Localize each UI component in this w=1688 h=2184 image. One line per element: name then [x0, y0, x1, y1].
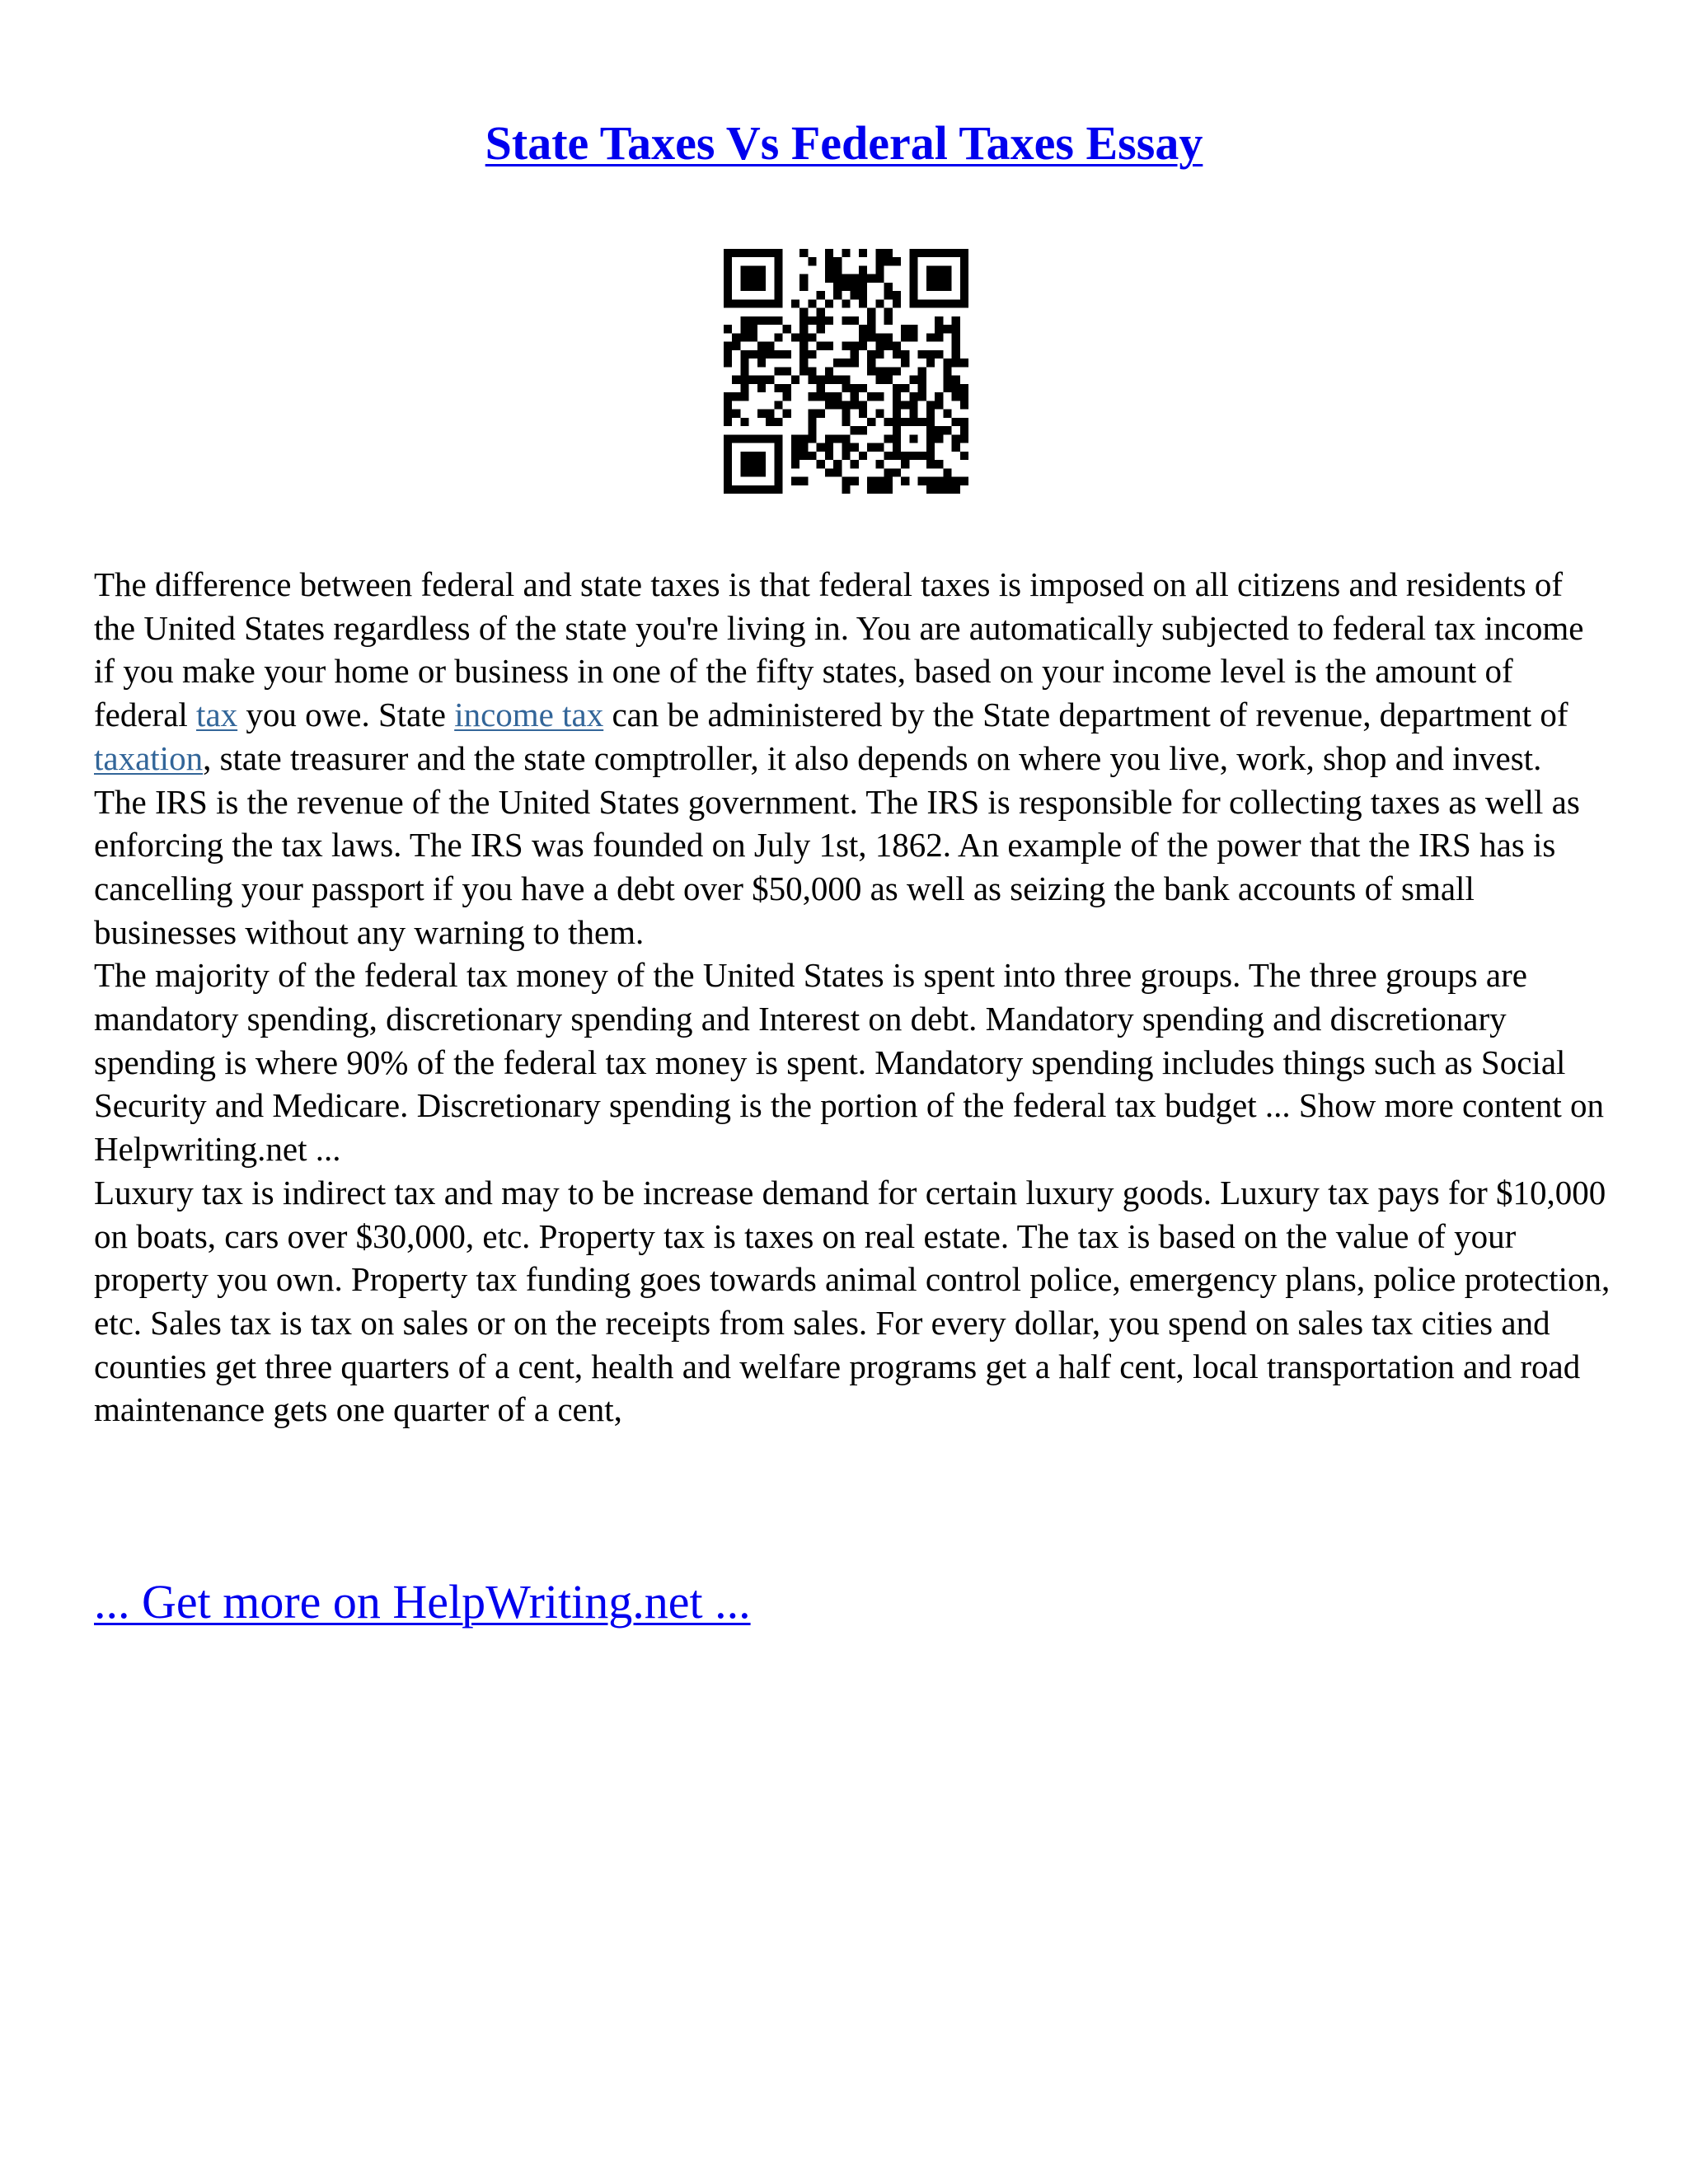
essay-body [94, 563, 1611, 1432]
qr-code-icon [724, 249, 968, 494]
paragraph-3: The majority of the federal tax money of the United States is spent into three groups. The three groups are mandatory spending, discretionary spending and Interest on debt. Mandatory spending and discretionary spending is where 90% of the federal tax money is spent. Mandatory spending includes things such as Social Security and Medicare. Discretionary spending is the portion of the federal tax budget ... Show more content on Helpwriting.net ... [94, 956, 1604, 1169]
title-container [0, 115, 1688, 171]
paragraph-1-text-c: can be administered by the State department of revenue, department of [603, 696, 1568, 734]
income-tax-link[interactable]: income tax [454, 696, 604, 734]
taxation-link[interactable]: taxation [94, 738, 204, 777]
paragraph-1-text-b: you owe. State [237, 696, 455, 734]
tax-link[interactable]: tax [196, 696, 238, 734]
get-more-link[interactable]: ... Get more on HelpWriting.net ... [94, 1575, 751, 1629]
paragraph-1 [94, 563, 1611, 780]
document-title-link[interactable]: State Taxes Vs Federal Taxes Essay [485, 116, 1203, 170]
paragraph-4: Luxury tax is indirect tax and may to be increase demand for certain luxury goods. Luxury tax pays for $10,000 on boats, cars over $30,000, etc. Property tax is taxes on real estate. The tax is based on the value of your property you own. Property tax funding goes towards animal control police, emergency plans, police protection, etc. Sales tax is tax on sales or on the receipts from sales. For every dollar, you spend on sales tax cities and counties get three quarters of a cent, health and welfare programs get a half cent, local transportation and road maintenance gets one quarter of a cent, [94, 1173, 1611, 1429]
paragraph-2: The IRS is the revenue of the United States government. The IRS is responsible for collecting taxes as well as enforcing the tax laws. The IRS was founded on July 1st, 1862. An example of the power that the IRS has is cancelling your passport if you have a debt over $50,000 as well as seizing the bank accounts of small businesses without any warning to them. [94, 782, 1580, 951]
paragraph-1-text-a: The difference between federal and state taxes is that federal taxes is imposed on all citizens and residents of the United States regardless of the state you're living in. You are automatically subjected to federal tax income if you make your home or business in one of the fifty states, based on your income level is the amount of federal [94, 565, 1584, 734]
paragraph-1-text-d: , state treasurer and the state comptroller, it also depends on where you live, work, shop and invest. [203, 738, 1542, 777]
